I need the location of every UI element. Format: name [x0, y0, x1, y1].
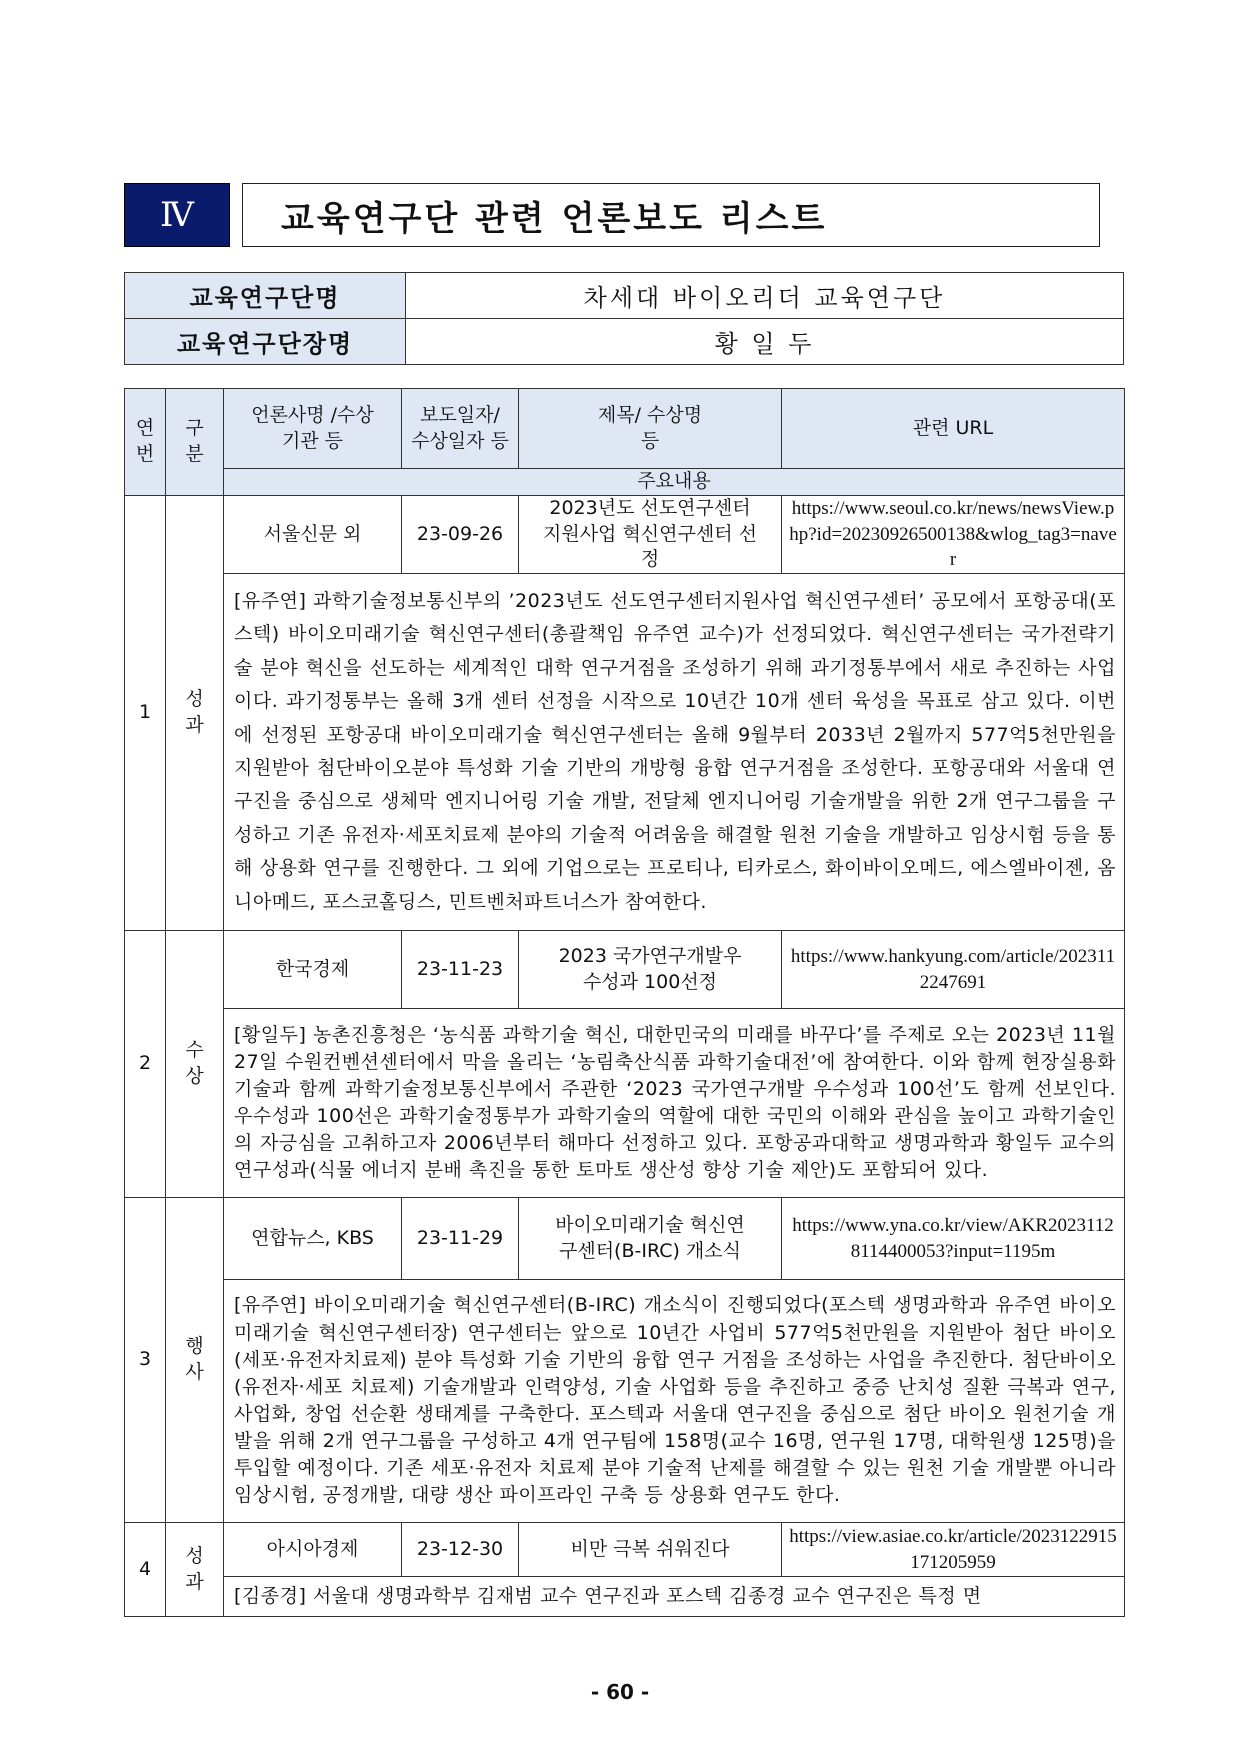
- row-type: 행 사: [166, 1198, 224, 1523]
- row-url[interactable]: https://www.yna.co.kr/view/AKR20231128114400053?input=1195m: [782, 1198, 1125, 1280]
- table-row: [125, 496, 1125, 574]
- row-url[interactable]: https://www.seoul.co.kr/news/newsView.php?id=20230926500138&wlog_tag3=naver: [782, 496, 1125, 574]
- row-date: 23-12-30: [402, 1523, 519, 1577]
- row-content: [유주연] 과학기술정보통신부의 ’2023년도 선도연구센터지원사업 혁신연구센터’ 공모에서 포항공대(포스텍) 바이오미래기술 혁신연구센터(총괄책임 유주연 교수)가 선정되었다. 혁신연구센터는 국가전략기술 분야 혁신을 선도하는 세계적인 대학 연구거점을 조성하기 위해 과기정통부에서 새로 추진하는 사업이다. 과기정통부는 올해 3개 센터 선정을 시작으로 10년간 10개 센터 육성을 목표로 삼고 있다. 이번에 선정된 포항공대 바이오미래기술 혁신연구센터는 올해 9월부터 2033년 2월까지 577억5천만원을 지원받아 첨단바이오분야 특성화 기술 기반의 개방형 융합 연구거점을 조성한다. 포항공대와 서울대 연구진을 중심으로 생체막 엔지니어링 기술 개발, 전달체 엔지니어링 기술개발을 위한 2개 연구그룹을 구성하고 기존 유전자·세포치료제 분야의 기술적 어려움을 해결할 원천 기술을 개발하고 임상시험 등을 통해 상용화 연구를 진행한다. 그 외에 기업으로는 프로티나, 티카로스, 화이바이오메드, 에스엘바이젠, 옴니아메드, 포스코홀딩스, 민트벤처파트너스가 참여한다.: [224, 574, 1125, 931]
- row-press: 한국경제: [224, 931, 402, 1009]
- header-no: 연 번: [125, 389, 166, 496]
- content-row: [125, 574, 1125, 931]
- row-type: 수 상: [166, 931, 224, 1198]
- team-name-value: 차세대 바이오리더 교육연구단: [406, 273, 1124, 319]
- row-date: 23-09-26: [402, 496, 519, 574]
- row-title: 바이오미래기술 혁신연구센터(B-IRC) 개소식: [519, 1198, 782, 1280]
- table-row: [125, 931, 1125, 1009]
- table-row: [125, 1198, 1125, 1280]
- content-row: [125, 1280, 1125, 1523]
- row-press: 연합뉴스, KBS: [224, 1198, 402, 1280]
- row-number: 2: [125, 931, 166, 1198]
- row-press: 서울신문 외: [224, 496, 402, 574]
- page-number: - 60 -: [590, 1680, 650, 1704]
- subheader-row: [125, 469, 1125, 496]
- header-row: [125, 389, 1125, 469]
- row-press: 아시아경제: [224, 1523, 402, 1577]
- table-row: [125, 1523, 1125, 1577]
- team-name-row: [125, 273, 1124, 319]
- press-list-table: [124, 388, 1125, 1617]
- content-row: [125, 1577, 1125, 1617]
- header-title: 제목/ 수상명 등: [519, 389, 782, 469]
- row-content: [황일두] 농촌진흥청은 ‘농식품 과학기술 혁신, 대한민국의 미래를 바꾸다’를 주제로 오는 2023년 11월 27일 수원컨벤션센터에서 막을 올리는 ‘농림축산식품 과학기술대전’에 참여한다. 이와 함께 현장실용화 기술과 함께 과학기술정보통신부에서 주관한 ‘2023 국가연구개발 우수성과 100선’도 함께 선보인다. 우수성과 100선은 과학기술정통부가 과학기술의 역할에 대한 국민의 이해와 관심을 높이고 과학기술인의 자긍심을 고취하고자 2006년부터 해마다 선정하고 있다. 포항공과대학교 생명과학과 황일두 교수의 연구성과(식물 에너지 분배 촉진을 통한 토마토 생산성 향상 기술 제안)도 포함되어 있다.: [224, 1009, 1125, 1198]
- header-date: 보도일자/ 수상일자 등: [402, 389, 519, 469]
- row-date: 23-11-23: [402, 931, 519, 1009]
- row-url[interactable]: https://www.hankyung.com/article/2023112247691: [782, 931, 1125, 1009]
- content-row: [125, 1009, 1125, 1198]
- row-content: [김종경] 서울대 생명과학부 김재범 교수 연구진과 포스텍 김종경 교수 연구진은 특정 면: [224, 1577, 1125, 1617]
- row-content: [유주연] 바이오미래기술 혁신연구센터(B-IRC) 개소식이 진행되었다(포스텍 생명과학과 유주연 바이오미래기술 혁신연구센터장) 연구센터는 앞으로 10년간 사업비 577억5천만원을 지원받아 첨단 바이오(세포·유전자치료제) 분야 특성화 기술 기반의 융합 연구 거점을 조성하는 사업을 추진한다. 첨단바이오(유전자·세포 치료제) 기술개발과 인력양성, 기술 사업화 등을 추진하고 중증 난치성 질환 극복과 연구, 사업화, 창업 선순환 생태계를 구축한다. 포스텍과 서울대 연구진을 중심으로 첨단 바이오 원천기술 개발을 위해 2개 연구그룹을 구성하고 4개 연구팀에 158명(교수 16명, 연구원 17명, 대학원생 125명)을 투입할 예정이다. 기존 세포·유전자 치료제 분야 기술적 난제를 해결할 수 있는 원천 기술 개발뿐 아니라 임상시험, 공정개발, 대량 생산 파이프라인 구축 등 상용화 연구도 한다.: [224, 1280, 1125, 1523]
- row-title: 비만 극복 쉬워진다: [519, 1523, 782, 1577]
- header-press: 언론사명 /수상기관 등: [224, 389, 402, 469]
- section-number: Ⅳ: [124, 183, 230, 247]
- row-type: 성 과: [166, 496, 224, 931]
- team-leader-value: 황 일 두: [406, 319, 1124, 365]
- row-number: 1: [125, 496, 166, 931]
- header-content: 주요내용: [224, 469, 1125, 496]
- section-title: 교육연구단 관련 언론보도 리스트: [242, 183, 1100, 247]
- row-number: 4: [125, 1523, 166, 1617]
- row-url[interactable]: https://view.asiae.co.kr/article/2023122915171205959: [782, 1523, 1125, 1577]
- research-team-info-table: [124, 272, 1124, 365]
- header-type: 구 분: [166, 389, 224, 496]
- row-title: 2023 국가연구개발우수성과 100선정: [519, 931, 782, 1009]
- team-leader-label: 교육연구단장명: [125, 319, 406, 365]
- row-type: 성 과: [166, 1523, 224, 1617]
- team-leader-row: [125, 319, 1124, 365]
- row-title: 2023년도 선도연구센터지원사업 혁신연구센터 선정: [519, 496, 782, 574]
- header-url: 관련 URL: [782, 389, 1125, 469]
- row-date: 23-11-29: [402, 1198, 519, 1280]
- row-number: 3: [125, 1198, 166, 1523]
- team-name-label: 교육연구단명: [125, 273, 406, 319]
